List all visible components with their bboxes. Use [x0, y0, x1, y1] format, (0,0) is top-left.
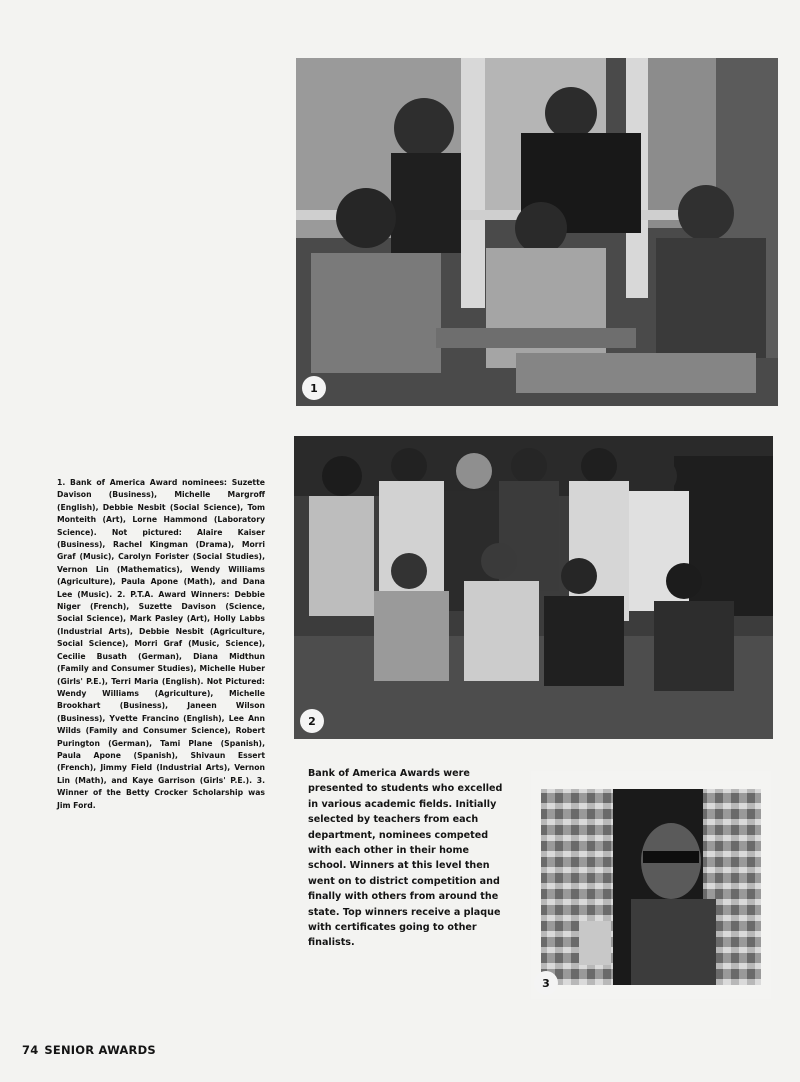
photo-2-image: [294, 436, 773, 739]
photo-1-number-badge: 1: [302, 376, 326, 400]
section-title: SENIOR AWARDS: [44, 1043, 156, 1057]
photo-1-award-nominees: [296, 58, 778, 406]
photo-1-image: [296, 58, 778, 406]
photo-3-number-badge: 3: [534, 971, 558, 995]
page-number: 74: [22, 1043, 39, 1057]
photo-2-number-badge: 2: [300, 709, 324, 733]
photo-2-pta-award-winners: [294, 436, 773, 739]
article-body-text: Bank of America Awards were presented to students who excelled in various academic fields. Initially selected by teachers from each department, nominees competed with each other in their home school. Winners at this level then went on to district competition and finally with others from around the state. Top winners receive a plaque with certificates going to other finalists.: [308, 768, 503, 949]
photo-3-scholarship-winner: [531, 771, 771, 999]
page-footer: [22, 1043, 162, 1057]
photo-caption: 1. Bank of America Award nominees: Suzette Davison (Business), Michelle Margroff (English), Debbie Nesbit (Social Science), Tom Monteith (Art), Lorne Hammond (Laboratory Science). Not pictured: Alaire Kaiser (Business), Rachel Kingman (Drama), Morri Graf (Music), Carolyn Forister (Social Studies), Vernon Lin (Mathematics), Wendy Williams (Agriculture), Paula Apone (Math), and Dana Lee (Music). 2. P.T.A. Award Winners: Debbie Niger (French), Suzette Davison (Science, Social Science), Mark Pasley (Art), Holly Labbs (Industrial Arts), Debbie Nesbit (Agriculture, Social Science), Morri Graf (Music, Science), Cecilie Busath (German), Diana Midthun (Family and Consumer Studies), Michelle Huber (Girls' P.E.), Terri Maria (English). Not Pictured: Wendy Williams (Agriculture), Michelle Brookhart (Business), Janeen Wilson (Business), Yvette Francino (English), Lee Ann Wilds (Family and Consumer Science), Robert Purington (German), Tami Plane (Spanish), Paula Apone (Spanish), Shivaun Essert (French), Jimmy Field (Industrial Arts), Vernon Lin (Math), and Kaye Garrison (Girls' P.E.). 3. Winner of the Betty Crocker Scholarship was Jim Ford.: [57, 478, 265, 810]
photo-3-image: [531, 771, 771, 999]
